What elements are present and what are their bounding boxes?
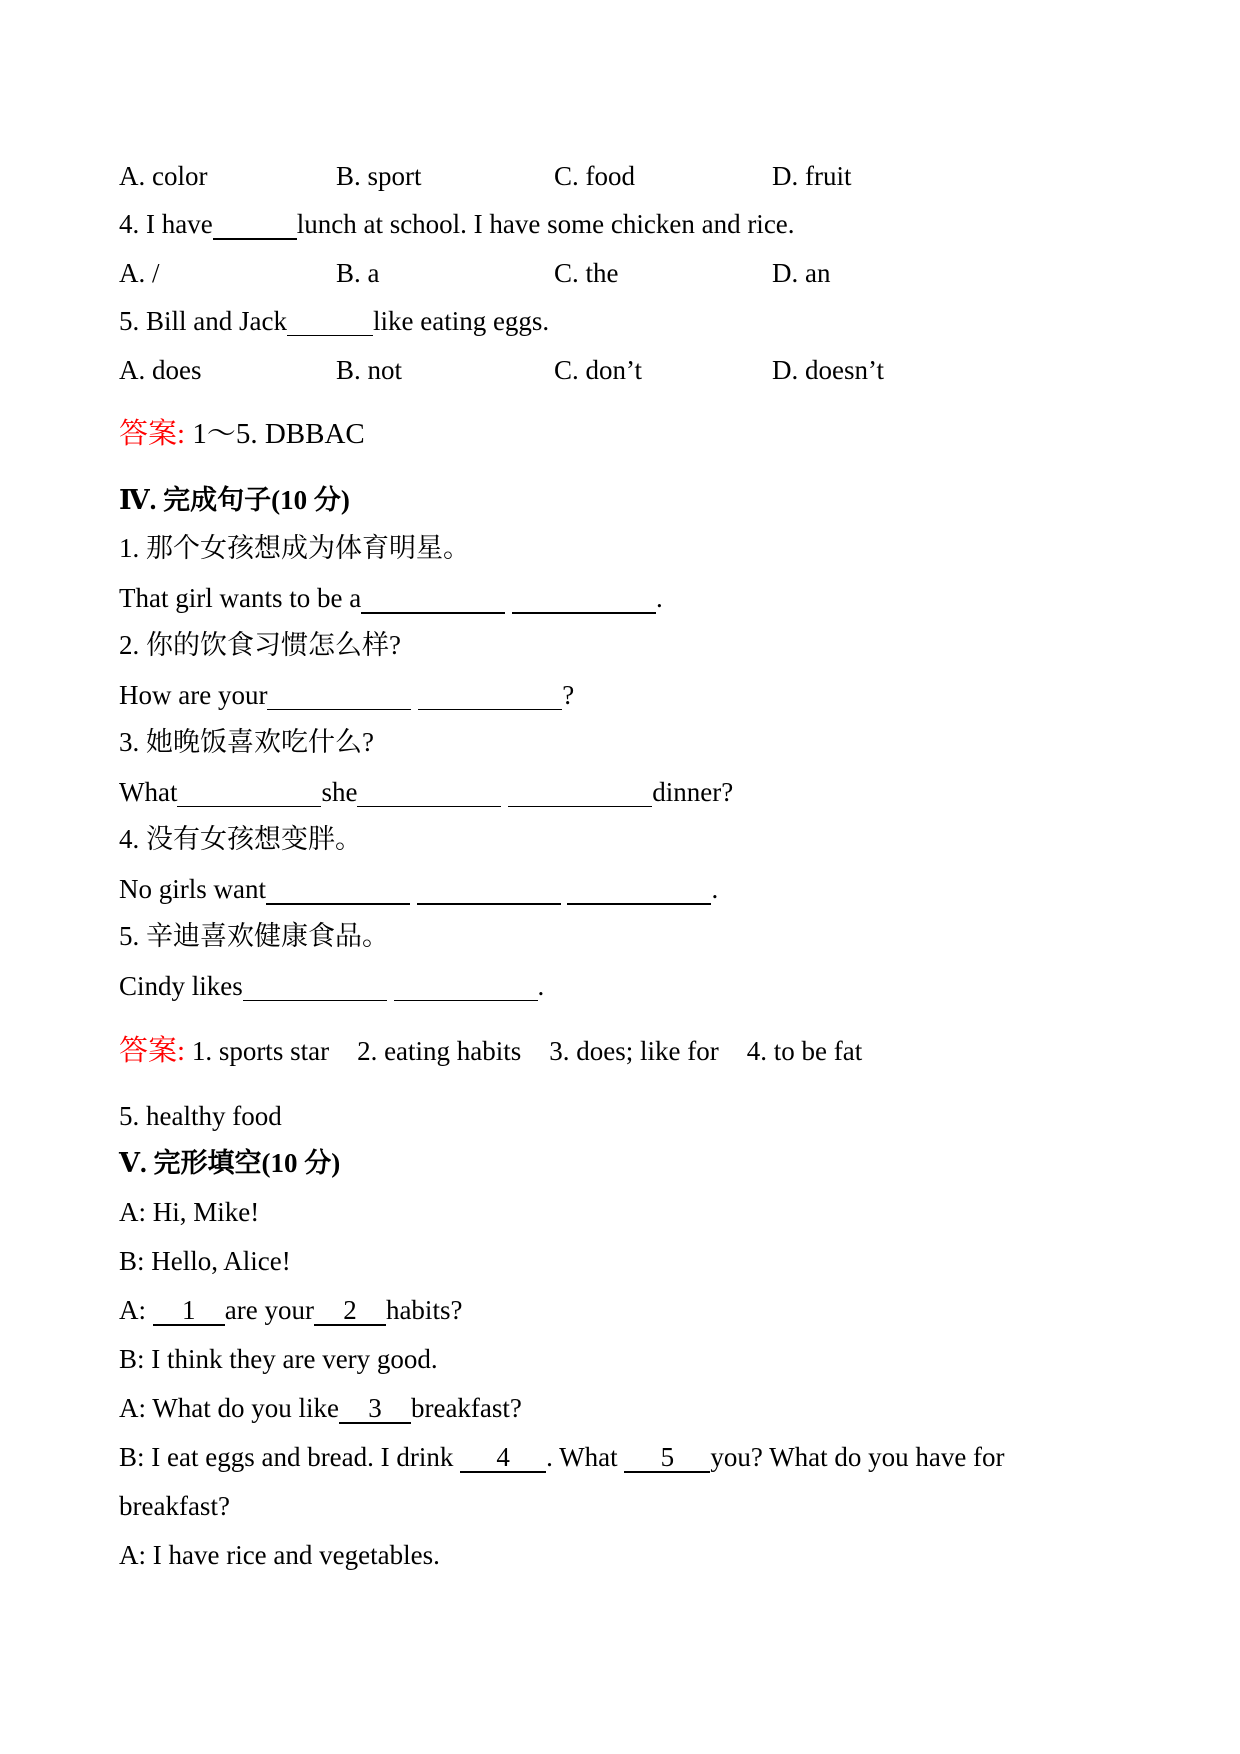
q5-text-post: like eating eggs. [372, 306, 550, 336]
s4-q1-english: That girl wants to be a . [119, 583, 663, 613]
answer-2-part-1: 1. sports star [191, 1036, 330, 1066]
s4-q3-text-c: dinner? [652, 777, 734, 807]
s4-q4-english: No girls want . [119, 874, 719, 904]
dialogue-line-7: breakfast? [119, 1491, 230, 1521]
q3-option-b: B. sport [336, 161, 422, 191]
dialogue-6-text-a: B: I eat eggs and bread. I drink [119, 1442, 461, 1472]
section-4-title: Ⅳ. 完成句子(10 分) [119, 485, 350, 515]
answer-2 [119, 1037, 862, 1066]
q4-text-pre: 4. I have [119, 209, 213, 239]
s4-q5-text: Cindy likes [119, 971, 243, 1001]
cloze-blank-4: 4 [460, 1444, 546, 1473]
dialogue-line-5 [119, 1395, 522, 1424]
s4-q2-blank-1 [267, 682, 411, 710]
q4-question [119, 211, 795, 240]
s4-q4-blank-3 [567, 876, 711, 905]
q4-blank [213, 211, 297, 240]
q4-option-a: A. / [119, 258, 160, 288]
s4-q3-blank-3 [508, 779, 652, 807]
s4-q2-text: How are your [119, 680, 268, 710]
dialogue-5-text-a: A: What do you like [119, 1393, 339, 1423]
dialogue-line-3 [119, 1297, 462, 1326]
q4-option-c: C. the [554, 258, 619, 288]
q3-option-c: C. food [554, 161, 635, 191]
q3-option-a: A. color [119, 161, 208, 191]
s4-q3-english [119, 779, 733, 807]
s4-q1-chinese: 1. 那个女孩想成为体育明星。 [119, 533, 470, 563]
cloze-blank-3: 3 [339, 1395, 411, 1424]
s4-q4-blank-2 [417, 876, 561, 905]
q5-option-b: B. not [336, 355, 403, 385]
q4-text-post: lunch at school. I have some chicken and rice. [296, 209, 795, 239]
dialogue-6-text-c: you? What do you have for [710, 1442, 1005, 1472]
s4-q2-chinese: 2. 你的饮食习惯怎么样? [119, 630, 401, 660]
answer-label: 答案: [119, 418, 186, 450]
answer-label: 答案: [119, 1035, 186, 1067]
s4-q3-chinese: 3. 她晚饭喜欢吃什么? [119, 727, 374, 757]
q4-option-d: D. an [772, 258, 831, 288]
q5-text-pre: 5. Bill and Jack [119, 306, 287, 336]
dialogue-line-1: A: Hi, Mike! [119, 1197, 260, 1227]
s4-q2-blank-2 [418, 682, 562, 710]
q3-option-d: D. fruit [772, 161, 852, 191]
answer-1-text: 1～5. DBBAC [185, 418, 365, 450]
s4-q4-blank-1 [266, 876, 410, 905]
s4-q3-blank-2 [357, 779, 501, 807]
q5-blank [287, 308, 373, 336]
dialogue-line-4: B: I think they are very good. [119, 1344, 438, 1374]
s4-q2-english: How are your ? [119, 680, 575, 710]
q5-option-d: D. doesn’t [772, 355, 884, 385]
s4-q5-blank-1 [243, 973, 387, 1001]
section-5-title: Ⅴ. 完形填空(10 分) [119, 1148, 341, 1178]
s4-q3-text-a: What [119, 777, 178, 807]
q5-question [119, 308, 549, 336]
s4-q1-blank-2 [512, 585, 656, 614]
dialogue-6-segment-1 [119, 1444, 1005, 1473]
s4-q4-chinese: 4. 没有女孩想变胖。 [119, 824, 362, 854]
answer-2-part-2: 2. eating habits [357, 1036, 522, 1066]
answer-2-line-2: 5. healthy food [119, 1101, 282, 1131]
answer-1 [119, 420, 365, 449]
dialogue-3-text-a: A: [119, 1295, 153, 1325]
cloze-blank-5: 5 [624, 1444, 710, 1473]
dialogue-6-text-b: . What [546, 1442, 625, 1472]
dialogue-5-text-b: breakfast? [410, 1393, 522, 1423]
s4-q1-blank-1 [361, 585, 505, 614]
s4-q3-blank-1 [177, 779, 321, 807]
answer-2-part-3: 3. does; like for [549, 1036, 719, 1066]
dialogue-line-8: A: I have rice and vegetables. [119, 1540, 440, 1570]
dialogue-3-text-b: are your [224, 1295, 314, 1325]
q4-option-b: B. a [336, 258, 380, 288]
s4-q3-text-b: she [321, 777, 358, 807]
s4-q1-text: That girl wants to be a [119, 583, 362, 613]
dialogue-3-text-c: habits? [385, 1295, 463, 1325]
q5-option-c: C. don’t [554, 355, 643, 385]
s4-q5-chinese: 5. 辛迪喜欢健康食品。 [119, 921, 389, 951]
answer-2-part-4: 4. to be fat [746, 1036, 863, 1066]
cloze-blank-2: 2 [314, 1297, 386, 1326]
dialogue-line-2: B: Hello, Alice! [119, 1246, 291, 1276]
s4-q5-english: Cindy likes . [119, 971, 545, 1001]
s4-q5-blank-2 [394, 973, 538, 1001]
dialogue-line-6 [119, 1444, 1124, 1473]
cloze-blank-1: 1 [153, 1297, 225, 1326]
s4-q4-text: No girls want [119, 874, 266, 904]
q5-option-a: A. does [119, 355, 202, 385]
